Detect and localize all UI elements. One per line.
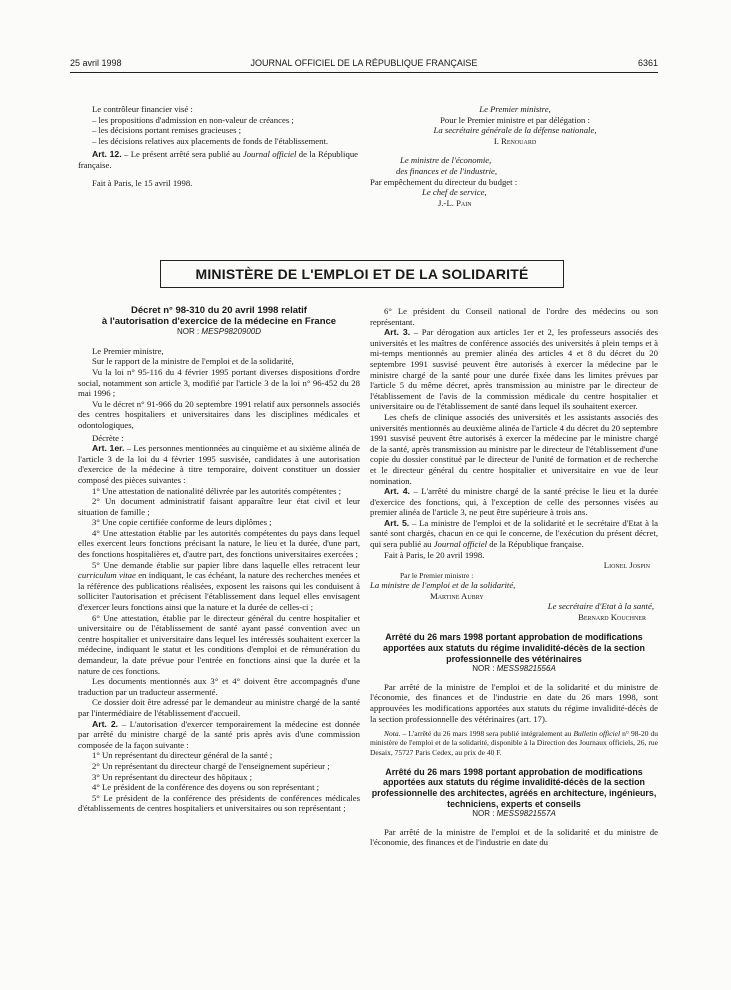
list-item: – les propositions d'admission en non-valeur de créances ; — [92, 114, 294, 125]
nota-label: Nota. – — [384, 729, 407, 739]
header-date: 25 avril 1998 — [70, 58, 122, 68]
list-item: 3° Un représentant du directeur des hôpitaux ; — [92, 771, 253, 782]
signatory-name: Martine Aubry — [430, 590, 484, 601]
list-item: 1° Une attestation de nationalité délivrée par les autorités compétentes ; — [92, 485, 342, 496]
nota-paragraph — [370, 729, 658, 757]
list-item — [78, 560, 360, 613]
paragraph: Les chefs de clinique associés des universités et les assistants associés des universités mentionnés au deuxième alinéa de l'article 4 du décret du 20 septembre 1991 susvisé peuvent être autorisés à exercer la médecine par le ministre chargé de la santé, après transmission au ministre par le directeur de l'établissement d'une copie du dossier constitué par le directeur de l'unité de formation et de recherche et le directeur général du centre hospitalier et universitaire en vue de leur nomination. — [370, 411, 658, 486]
paragraph: Sur le rapport de la ministre de l'emploi et de la solidarité, — [92, 356, 294, 367]
article-text: – L'arrêté du ministre chargé de la santé précise le lieu et la durée d'exercice des fonctions, qui, à l'exception de celle des personnes visées au premier alinéa de l'article 3, ne peut être supérieure à trois ans. — [370, 486, 659, 518]
paragraph: Ce dossier doit être adressé par le demandeur au ministre chargé de la santé par l'intermédiaire de l'établissement d'accueil. — [78, 697, 360, 718]
paragraph: Par arrêté de la ministre de l'emploi et de la solidarité et du ministre de l'économie, des finances et de l'industrie en date du — [370, 826, 658, 848]
decree-title: Décret n° 98-310 du 20 avril 1998 relatif — [131, 305, 307, 316]
bulletin-ref: Bulletin officiel — [573, 729, 621, 739]
nor-reference — [370, 664, 658, 675]
list-item: 4° Le président de la conférence des doyens ou son représentant ; — [92, 782, 320, 793]
signatory-name: I. Renouard — [493, 135, 537, 146]
delegation-line: Pour le Premier ministre et par délégation : — [440, 114, 590, 125]
journal-ref: Journal officiel — [242, 149, 297, 160]
nor-reference — [78, 327, 360, 338]
article-label: Art. 5. — [384, 517, 410, 528]
delegation-line: Par le Premier ministre : — [400, 570, 474, 580]
article-5 — [370, 518, 658, 550]
article-label: Art. 2. — [92, 718, 119, 729]
decrete-line: Décrète : — [92, 432, 124, 443]
header-journal-title: JOURNAL OFFICIEL DE LA RÉPUBLIQUE FRANÇAISE — [250, 58, 478, 68]
signatory-title: des finances et de l'industrie, — [396, 165, 498, 176]
list-item: 5° Le président de la conférence des présidents de conférences médicales d'établissements de centres hospitaliers et universitaires ou son représentant ; — [78, 792, 360, 814]
paragraph: Le Premier ministre, — [92, 345, 164, 356]
controleur-line: Le contrôleur financier visé : — [92, 104, 193, 114]
nor-code: MESP9820900D — [201, 327, 262, 337]
list-item: 2° Un document administratif faisant apparaître leur état civil et leur situation de famille ; — [78, 496, 360, 517]
article-text: – La ministre de l'emploi et de la solidarité et le secrétaire d'Etat à la santé sont chargés, chacun en ce qui le concerne, de l'exécution du présent décret, qui sera publié au — [370, 517, 658, 550]
header-rule — [70, 72, 658, 73]
arrete-title: Arrêté du 26 mars 1998 portant approbation de modifications apportées aux statuts du régime invalidité-décès de la section professionnelle des architectes, agréés en architecture, ingénieurs, techniciens, experts et conseils — [371, 766, 657, 809]
signatory-title: Le secrétaire d'Etat à la santé, — [547, 601, 654, 612]
article-text: – Les personnes mentionnées au cinquième et au sixième alinéa de l'article 3 de la loi du 4 février 1995 susvisée, candidates à une autorisation d'exercice de la médecine à titre temporaire, doivent constituer un dossier composé des pièces suivantes : — [78, 443, 360, 485]
article-text: – Le présent arrêté sera publié au — [121, 149, 243, 160]
article-1 — [78, 443, 360, 485]
nor-code: MESS9821556A — [496, 664, 556, 674]
decree-title: à l'autorisation d'exercice de la médecine en France — [101, 315, 337, 327]
article-label: Art. 1er. — [92, 443, 125, 454]
signatory-title: Le ministre de l'économie, — [400, 155, 492, 166]
list-item-text: 5° Une demande établie sur papier libre dans laquelle elles retracent leur — [92, 559, 360, 570]
paragraph: Vu la loi n° 95-116 du 4 février 1995 portant diverses dispositions d'ordre social, notamment son article 3, modifié par l'article 3 de la loi n° 96-452 du 28 mai 1996 ; — [78, 366, 360, 399]
list-item: – les décisions portant remises gracieuses ; — [92, 125, 242, 136]
signatory-title: La secrétaire générale de la défense nationale, — [433, 125, 597, 136]
signatory-title: Le chef de service, — [422, 187, 487, 198]
top-right-signatures — [370, 104, 660, 208]
article-text-end: de la République française. — [487, 539, 584, 550]
nota-text: L'arrêté du 26 mars 1998 sera publié intégralement au — [406, 729, 574, 739]
signatory-name: Lionel Jospin — [603, 560, 650, 571]
article-4 — [370, 486, 658, 518]
left-column — [78, 306, 360, 814]
header-page-number: 6361 — [637, 58, 658, 68]
article-label: Art. 3. — [384, 327, 411, 338]
page-header — [70, 58, 658, 72]
nor-label: NOR : — [472, 809, 497, 819]
nor-code: MESS9821557A — [496, 809, 556, 819]
right-column — [370, 306, 658, 848]
fait-line: Fait à Paris, le 15 avril 1998. — [92, 177, 193, 188]
article-2 — [78, 719, 360, 751]
article-label: Art. 12. — [92, 149, 122, 160]
nor-label: NOR : — [176, 327, 202, 337]
journal-ref: Journal officiel — [433, 539, 488, 550]
nor-label: NOR : — [472, 664, 497, 674]
signatory-name: Bernard Kouchner — [578, 611, 646, 622]
article-text: – L'autorisation d'exercer temporairement la médecine est donnée par arrêté du ministre chargé de la santé pris après avis d'une commission composée de la façon suivante : — [78, 718, 361, 750]
article-label: Art. 4. — [384, 486, 410, 497]
article-text: – Par dérogation aux articles 1er et 2, les professeurs associés des universités et les maîtres de conférence associés des universités à plein temps et à mi-temps mentionnés au premier alinéa des articles 4 et 8 du décret du 20 septembre 1991 susvisé peuvent être autorisés à exercer la médecine par le ministre chargé de la santé pour une durée fixée dans les limites prévues par l'article 5 du même décret, après transmission au ministre par le directeur de l'établissement de l'avis de la commission médicale du centre hospitalier et universitaire ou de l'établissement de santé dans lequel ils souhaitent exercer. — [370, 327, 659, 412]
list-item: 2° Un représentant du directeur chargé de l'enseignement supérieur ; — [92, 760, 330, 771]
list-item: 6° Une attestation, établie par le directeur général du centre hospitalier et universitaire ou de l'établissement de santé ayant passé convention avec un centre hospitalier et universitaire dans lequel les intéressés souhaitent exercer la médecine, indiquant le statut et les conditions d'emploi et de rémunération du demandeur, la date prévue pour l'entrée en fonctions ainsi que la durée et la nature de ces fonctions. — [78, 612, 360, 676]
paragraph: Les documents mentionnés aux 3° et 4° doivent être accompagnés d'une traduction par un traducteur assermenté. — [78, 676, 360, 697]
arrete-title: Arrêté du 26 mars 1998 portant approbation de modifications apportées aux statuts du régime invalidité-décès de la section professionnelle des vétérinaires — [383, 632, 645, 664]
ministry-heading-box — [160, 260, 564, 288]
list-item: 6° Le président du Conseil national de l'ordre des médecins ou son représentant. — [370, 306, 658, 327]
nor-reference — [370, 809, 658, 820]
nota-text: n° 98-20 du ministère de l'emploi et de la solidarité, disponible à la Direction des Journaux officiels, 26, rue Desaix, 75727 Paris Cedex, au prix de 40 F. — [370, 729, 658, 757]
list-item-italic: curriculum vitae — [78, 570, 136, 581]
list-item: 1° Un représentant du directeur général de la santé ; — [92, 750, 273, 761]
empechement-line: Par empêchement du directeur du budget : — [370, 176, 518, 187]
article-12 — [78, 149, 358, 170]
fait-line: Fait à Paris, le 20 avril 1998. — [384, 549, 485, 560]
ministry-heading: MINISTÈRE DE L'EMPLOI ET DE LA SOLIDARITÉ — [195, 266, 529, 282]
signatory-name: J.-L. Pain — [438, 197, 472, 208]
article-3 — [370, 327, 658, 412]
list-item: 4° Une attestation établie par les autorités compétentes du pays dans lequel elles exercent leurs fonctions précisant la nature, le lieu et la durée, d'une part, des fonctions hospitalières et, d'autre part, des fonctions universitaires exercées ; — [78, 527, 360, 560]
signatory-title: La ministre de l'emploi et de la solidarité, — [370, 580, 516, 591]
list-item: 3° Une copie certifiée conforme de leurs diplômes ; — [92, 517, 272, 528]
paragraph: Vu le décret n° 91-966 du 20 septembre 1991 relatif aux personnels associés des centres hospitaliers et universitaires dans les disciplines médicales et odontologiques, — [78, 398, 360, 430]
paragraph: Par arrêté de la ministre de l'emploi et de la solidarité et du ministre de l'économie, des finances et de l'industrie en date du 26 mars 1998, sont approuvées les modifications apportées aux statuts du régime invalidité-décès de la section professionnelle des vétérinaires (art. 17). — [370, 681, 658, 724]
signatory-title: Le Premier ministre, — [479, 104, 551, 114]
article-text-end: de la République française. — [78, 149, 359, 170]
top-left-block — [78, 104, 358, 188]
list-item: – les décisions relatives aux placements de fonds de l'établissement. — [92, 135, 329, 146]
list-item-text: en indiquant, le cas échéant, la nature des recherches menées et la référence des publications réalisées, exposent les raisons qui les conduisent à solliciter l'autorisation et précisent l'établissement dans lequel elles envisagent d'exercer leurs fonctions ainsi que la nature et la durée de celles-ci ; — [78, 570, 360, 613]
